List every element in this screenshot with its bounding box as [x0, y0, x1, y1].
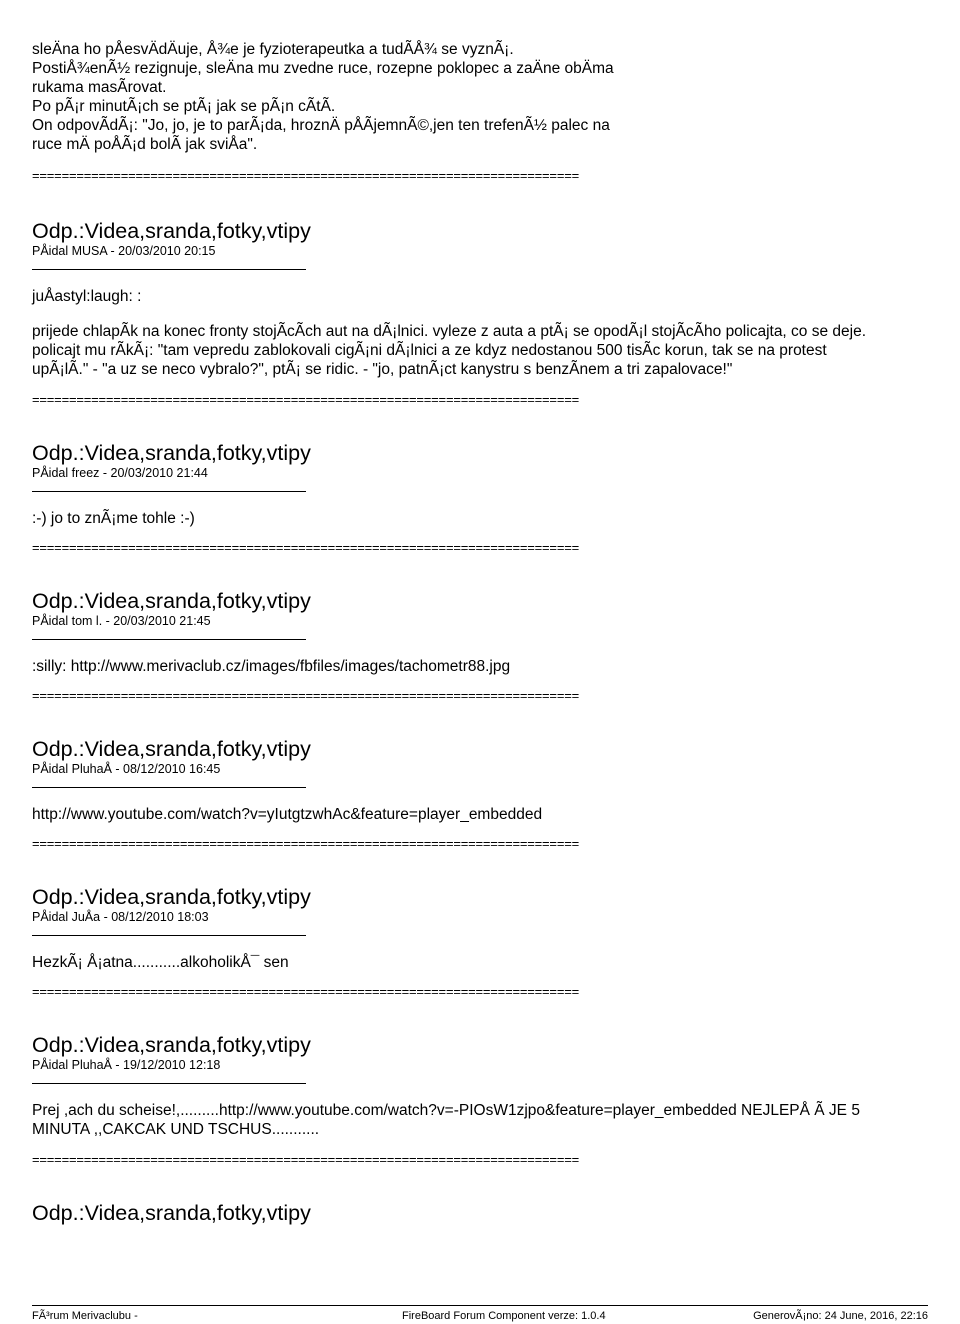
post-meta: PÅidal JuÅa - 08/12/2010 18:03 — [32, 910, 209, 924]
footer-component-version: FireBoard Forum Component verze: 1.0.4 — [402, 1310, 606, 1322]
post-meta: PÅidal PluhaÅ - 08/12/2010 16:45 — [32, 762, 221, 776]
text-line: sleÄna ho pÅesvÄdÄuje, Å¾e je fyzioterapeutka a tudÃÅ¾ se vyznÃ¡. — [32, 41, 514, 58]
post-title: Odp.:Videa,sranda,fotky,vtipy — [32, 1033, 311, 1057]
post — [32, 1200, 932, 1226]
post-separator: ========================================================================== — [32, 985, 579, 999]
post-body-line: :-) jo to znÃ¡me tohle :-) — [32, 510, 195, 527]
post-separator: ========================================================================== — [32, 393, 579, 407]
meta-underline — [32, 787, 306, 788]
post-body-line: HezkÃ¡ Å¡atna...........alkoholikÅ¯ sen — [32, 954, 289, 971]
post-separator: ========================================================================== — [32, 541, 579, 555]
post-body-line: policajt mu rÃkÃ¡: "tam vepredu zablokovali cigÃ¡ni dÃ¡lnici a ze kdyz nedostanou 500 tisÃc korun, tak se na protest — [32, 342, 827, 359]
text-line: Po pÃ¡r minutÃ¡ch se ptÃ¡ jak se pÃ¡n cÃtÃ. — [32, 98, 336, 115]
footer-forum-name: FÃ³rum Merivaclubu - — [32, 1310, 138, 1322]
meta-underline — [32, 491, 306, 492]
post-body-line: prijede chlapÃk na konec fronty stojÃcÃch aut na dÃ¡lnici. vyleze z auta a ptÃ¡ se opodÃ¡l stojÃcÃho policajta, co se deje. — [32, 323, 867, 340]
post-separator: ========================================================================== — [32, 689, 579, 703]
post — [32, 736, 932, 824]
post-meta: PÅidal freez - 20/03/2010 21:44 — [32, 466, 208, 480]
post — [32, 218, 932, 379]
post-body-line: MINUTA ,,CAKCAK UND TSCHUS........... — [32, 1121, 320, 1138]
meta-underline — [32, 639, 306, 640]
post-meta: PÅidal MUSA - 20/03/2010 20:15 — [32, 244, 216, 258]
text-line: PostiÅ¾enÃ½ rezignuje, sleÄna mu zvedne ruce, rozepne poklopec a zaÄne obÄma — [32, 60, 614, 77]
post-title: Odp.:Videa,sranda,fotky,vtipy — [32, 441, 311, 465]
meta-underline — [32, 1083, 306, 1084]
post-title: Odp.:Videa,sranda,fotky,vtipy — [32, 885, 311, 909]
document-content — [32, 40, 932, 1226]
post-separator: ========================================================================== — [32, 1153, 579, 1167]
post-title: Odp.:Videa,sranda,fotky,vtipy — [32, 1201, 311, 1225]
post — [32, 588, 932, 676]
post-body-line: :silly: http://www.merivaclub.cz/images/fbfiles/images/tachometr88.jpg — [32, 658, 511, 675]
post-title: Odp.:Videa,sranda,fotky,vtipy — [32, 219, 311, 243]
intro-text — [32, 40, 932, 154]
post-meta: PÅidal tom l. - 20/03/2010 21:45 — [32, 614, 211, 628]
post-body-line: Prej ,ach du scheise!,.........http://www.youtube.com/watch?v=-PIOsW1zjpo&feature=player_embedded NEJLEPÅ Ã JE 5 — [32, 1102, 860, 1119]
post — [32, 884, 932, 972]
post-body-line: juÅastyl:laugh: : — [32, 288, 142, 305]
post — [32, 1032, 932, 1139]
post-title: Odp.:Videa,sranda,fotky,vtipy — [32, 737, 311, 761]
post-title: Odp.:Videa,sranda,fotky,vtipy — [32, 589, 311, 613]
text-line: rukama masÃrovat. — [32, 79, 167, 96]
post-separator: ========================================================================== — [32, 169, 579, 183]
text-line: ruce mÄ poÅÃ¡d bolÃ jak sviÅa". — [32, 136, 258, 153]
post-body-line: upÃ¡lÃ." - "a uz se neco vybralo?", ptÃ¡ se ridic. - "jo, patnÃ¡ct kanystru s benzÃnem a tri zapalovace!" — [32, 361, 733, 378]
meta-underline — [32, 269, 306, 270]
page-footer — [32, 1305, 928, 1324]
footer-generated-date: GenerovÃ¡no: 24 June, 2016, 22:16 — [753, 1310, 928, 1322]
post-separator: ========================================================================== — [32, 837, 579, 851]
meta-underline — [32, 935, 306, 936]
text-line: On odpovÃdÃ¡: "Jo, jo, je to parÃ¡da, hroznÄ pÅÃjemnÃ©,jen ten trefenÃ½ palec na — [32, 117, 610, 134]
post-meta: PÅidal PluhaÅ - 19/12/2010 12:18 — [32, 1058, 221, 1072]
post-body-line: http://www.youtube.com/watch?v=yIutgtzwhAc&feature=player_embedded — [32, 806, 543, 823]
post — [32, 440, 932, 528]
